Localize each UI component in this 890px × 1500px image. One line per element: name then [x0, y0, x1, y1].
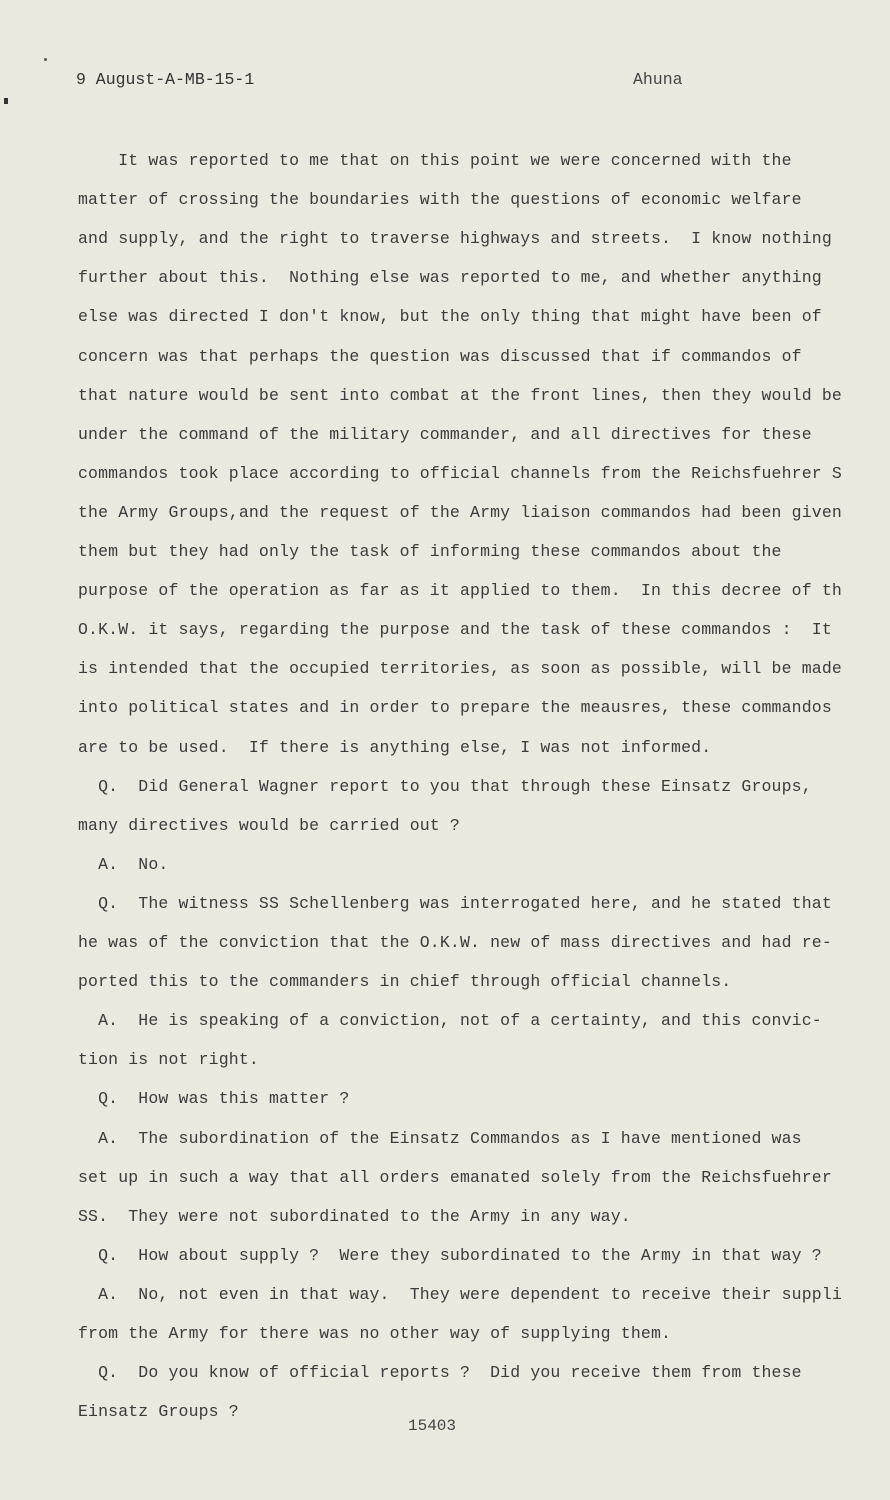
transcript-line: matter of crossing the boundaries with the questions of economic welfare — [78, 190, 802, 210]
interpreter-name: Ahuna — [633, 70, 683, 89]
transcript-line: SS. They were not subordinated to the Army in any way. — [78, 1206, 631, 1226]
transcript-line: O.K.W. it says, regarding the purpose and the task of these commandos : It — [78, 620, 832, 640]
margin-speck — [44, 58, 47, 61]
transcript-line: concern was that perhaps the question was discussed that if commandos of — [78, 346, 802, 366]
transcript-line: that nature would be sent into combat at the front lines, then they would be — [78, 385, 842, 405]
transcript-line: ported this to the commanders in chief through official channels. — [78, 972, 732, 992]
transcript-line: Q. How was this matter ? — [78, 1089, 350, 1109]
transcript-line: from the Army for there was no other way of supplying them. — [78, 1324, 672, 1343]
transcript-line: Q. Do you know of official reports ? Did you receive them from these — [78, 1363, 802, 1383]
transcript-line: into political states and in order to prepare the meausres, these commandos — [78, 698, 832, 718]
transcript-line: purpose of the operation as far as it applied to them. In this decree of th — [78, 581, 842, 601]
margin-mark — [4, 98, 8, 104]
transcript-line: A. No. — [78, 854, 169, 874]
transcript-line: them but they had only the task of informing these commandos about the — [78, 542, 782, 561]
transcript-line: under the command of the military commander, and all directives for these — [78, 424, 812, 444]
page-number: 15403 — [408, 1417, 457, 1435]
transcript-line: is intended that the occupied territories, as soon as possible, will be made — [78, 659, 842, 679]
transcript-line: are to be used. If there is anything else, I was not informed. — [78, 737, 712, 757]
transcript-line: the Army Groups,and the request of the Army liaison commandos had been given — [78, 502, 842, 522]
transcript-line: tion is not right. — [78, 1050, 259, 1070]
transcript-line: and supply, and the right to traverse highways and streets. I know nothing — [78, 229, 832, 249]
transcript-line: many directives would be carried out ? — [78, 815, 460, 835]
transcript-line: It was reported to me that on this point we were concerned with the — [78, 151, 792, 170]
transcript-line: further about this. Nothing else was reported to me, and whether anything — [78, 268, 822, 288]
transcript-line: A. No, not even in that way. They were dependent to receive their suppli — [78, 1284, 842, 1304]
transcript-line: Q. Did General Wagner report to you that through these Einsatz Groups, — [78, 776, 812, 796]
transcript-line: A. He is speaking of a conviction, not of a certainty, and this convic- — [78, 1011, 822, 1031]
transcript-line: Q. The witness SS Schellenberg was interrogated here, and he stated that — [78, 893, 832, 913]
transcript-line: commandos took place according to official channels from the Reichsfuehrer S — [78, 463, 842, 483]
transcript-line: he was of the conviction that the O.K.W. new of mass directives and had re- — [78, 933, 832, 952]
transcript-line: set up in such a way that all orders emanated solely from the Reichsfuehrer — [78, 1167, 832, 1187]
transcript-line: Einsatz Groups ? — [78, 1402, 239, 1422]
transcript-line: Q. How about supply ? Were they subordinated to the Army in that way ? — [78, 1245, 822, 1265]
document-reference: 9 August-A-MB-15-1 — [76, 70, 255, 89]
transcript-line: else was directed I don't know, but the only thing that might have been of — [78, 307, 822, 327]
transcript-line: A. The subordination of the Einsatz Commandos as I have mentioned was — [78, 1128, 802, 1148]
